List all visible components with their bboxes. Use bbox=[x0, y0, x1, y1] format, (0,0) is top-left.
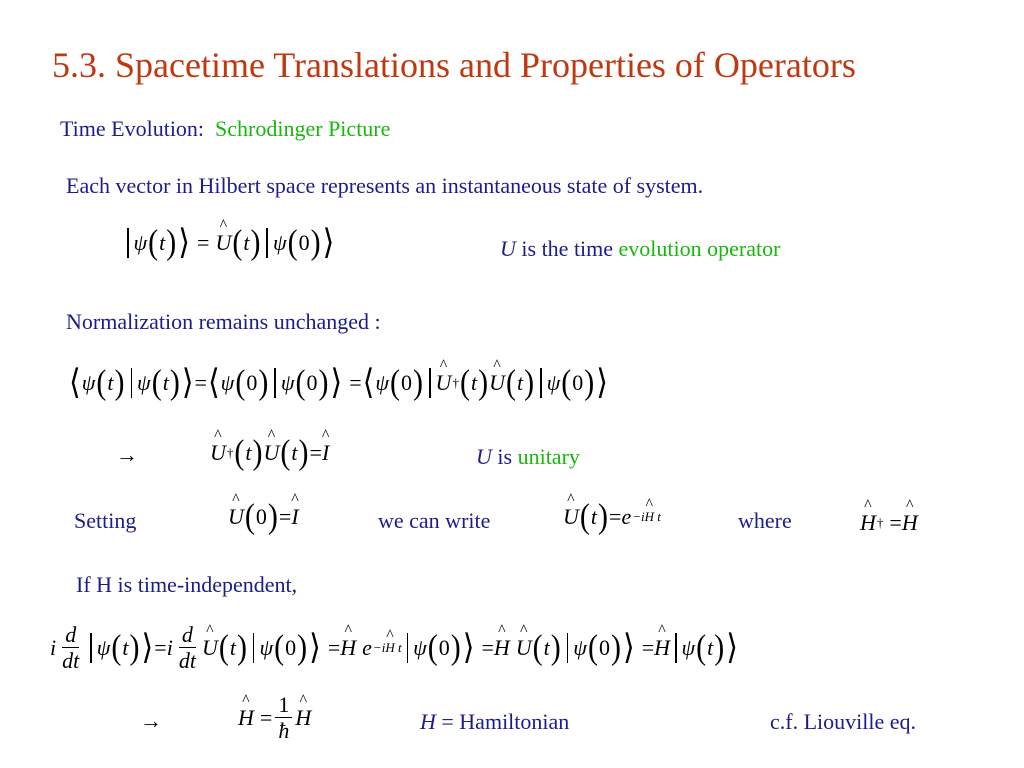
liouville-note: c.f. Liouville eq. bbox=[770, 709, 917, 734]
hamiltonian-note bbox=[420, 709, 569, 735]
arrow-1: → bbox=[116, 442, 138, 467]
equation-derivative-chain: i $\frac{d}{dt}$ ψ ( t ) ⟩ = i $\frac{d}{dt}$ ^ U ( t ) ψ ( 0 ) ⟩ = ^ H e −i^ H t ψ ( 0 ) ⟩ = ^ H ^ U ( t ) ψ ( 0 ) ⟩ = ^ H ψ ( t ) ⟩ bbox=[50, 622, 739, 674]
unitary-text: is bbox=[491, 444, 518, 469]
equation-time-evolution: ψ ( t ) ⟩ = ^ U ( t ) ψ ( 0 ) ⟩ bbox=[122, 228, 335, 258]
evolution-operator-note bbox=[500, 236, 780, 262]
equation-initial: ^ U ( 0 ) = ^ I bbox=[228, 502, 299, 532]
arrow-2: → bbox=[140, 708, 162, 733]
note-text: is the time bbox=[515, 236, 619, 261]
section-label: Time Evolution: bbox=[60, 116, 205, 141]
we-can-write-label: we can write bbox=[378, 508, 491, 533]
note-var: U bbox=[500, 236, 516, 261]
normalization-statement: Normalization remains unchanged : bbox=[66, 309, 381, 334]
equation-hermitian: ^ H † = ^ H bbox=[860, 510, 918, 536]
where-label: where bbox=[738, 508, 792, 533]
unitary-note bbox=[476, 444, 580, 470]
note-highlight: evolution operator bbox=[618, 236, 781, 261]
section-heading bbox=[60, 116, 390, 142]
hamiltonian-var: H bbox=[420, 709, 436, 734]
hilbert-statement: Each vector in Hilbert space represents an instantaneous state of system. bbox=[66, 173, 704, 198]
equation-normalization: ⟨ ψ ( t ) ψ ( t ) ⟩ = ⟨ ψ ( 0 ) ψ ( 0 ) ⟩ = ⟨ ψ ( 0 ) ^ U † ( t ) ^ U ( t ) ψ ( 0 ) ⟩ bbox=[68, 368, 609, 398]
unitary-var: U bbox=[476, 444, 492, 469]
equation-exponential: ^ U ( t ) = e −i^ H t bbox=[563, 502, 661, 532]
hamiltonian-text: = Hamiltonian bbox=[435, 709, 570, 734]
equation-unitarity: ^ U † ( t ) ^ U ( t ) = ^ I bbox=[210, 438, 329, 468]
section-highlight: Schrodinger Picture bbox=[215, 116, 391, 141]
unitary-highlight: unitary bbox=[517, 444, 580, 469]
slide-title: 5.3. Spacetime Translations and Properties of Operators bbox=[52, 45, 856, 85]
time-independent-statement: If H is time-independent, bbox=[76, 572, 298, 597]
setting-label: Setting bbox=[74, 508, 137, 533]
equation-hamiltonian: ^ H = $\frac{1}{ħ}$ ^ H bbox=[238, 692, 311, 744]
